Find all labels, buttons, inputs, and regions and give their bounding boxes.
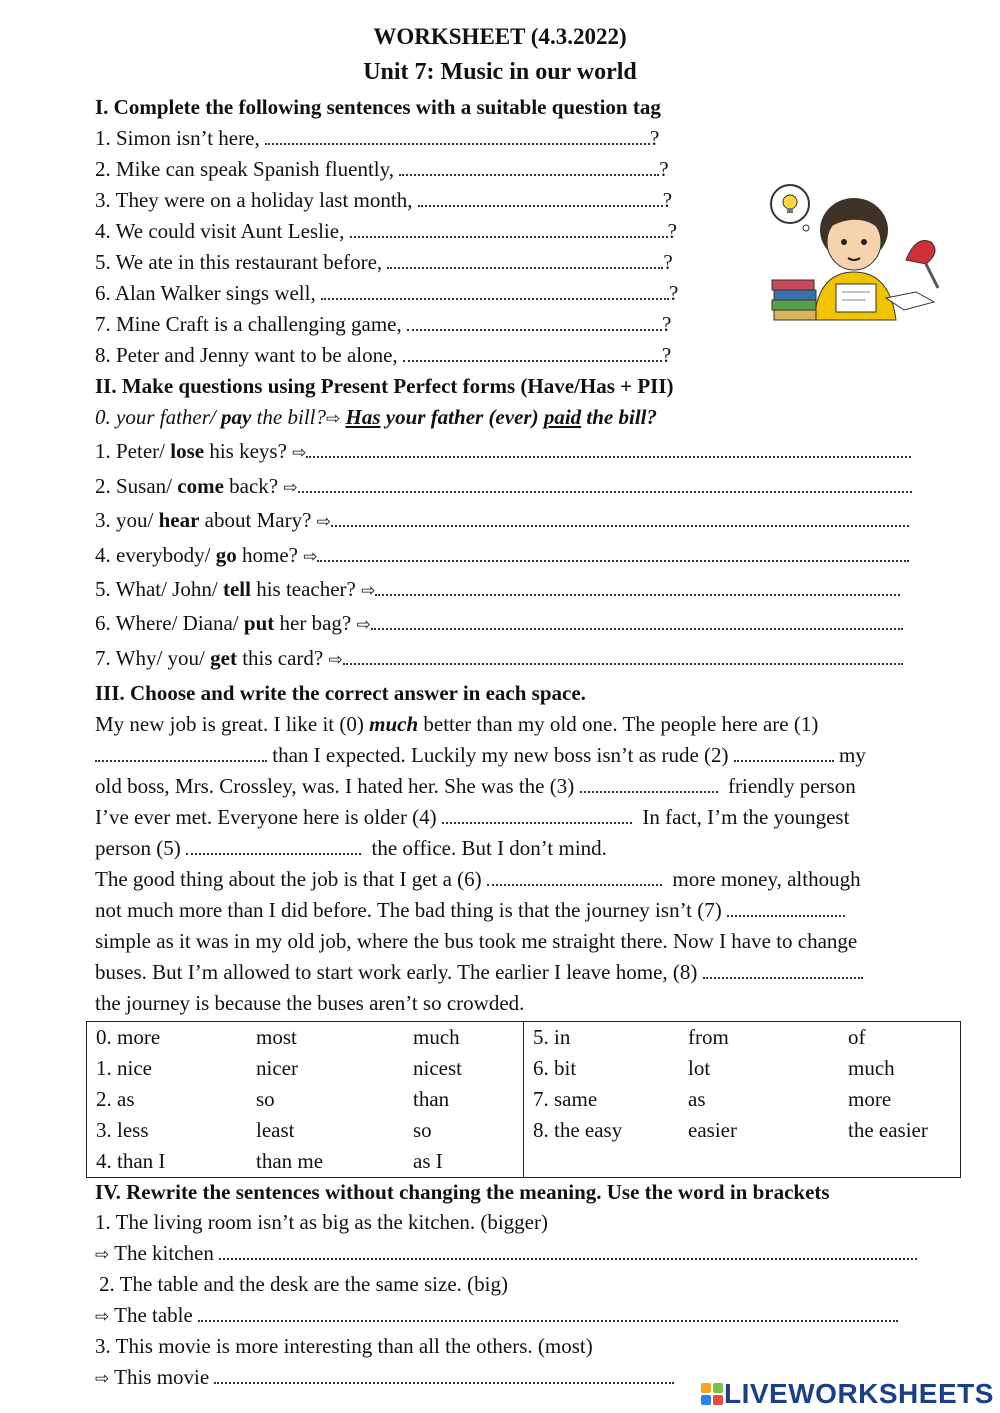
option-row: 1. nice nicer nicest <box>96 1056 462 1080</box>
example-line: 0. your father/ pay the bill?⇨ Has your father (ever) paid the bill? <box>95 405 657 429</box>
desk-lamp <box>906 240 935 264</box>
passage-line: than I expected. Luckily my new boss isn’t as rude (2) my <box>95 743 866 768</box>
passage-line: the journey is because the buses aren’t so crowded. <box>95 991 525 1015</box>
present-perfect-item: 5. What/ John/ tell his teacher? ⇨ <box>95 577 900 602</box>
right-arrow-icon: ⇨ <box>95 1245 110 1265</box>
book-stack <box>772 280 814 290</box>
rewrite-question: 1. The living room isn’t as big as the kitchen. (bigger) <box>95 1210 548 1234</box>
section-4-heading: IV. Rewrite the sentences without changing the meaning. Use the word in brackets <box>95 1180 830 1204</box>
question-tag-item: 2. Mike can speak Spanish fluently, ? <box>95 157 669 181</box>
unit-title: Unit 7: Music in our world <box>363 59 637 85</box>
right-arrow-icon: ⇨ <box>356 615 371 635</box>
passage-line: simple as it was in my old job, where the bus took me straight there. Now I have to change <box>95 929 858 953</box>
right-arrow-icon: ⇨ <box>326 409 341 429</box>
right-arrow-icon: ⇨ <box>283 478 298 498</box>
answer-blank[interactable] <box>727 901 845 917</box>
passage-line: person (5) the office. But I don’t mind. <box>95 836 607 860</box>
right-arrow-icon: ⇨ <box>292 443 307 463</box>
worksheet-title: WORKSHEET (4.3.2022) <box>373 24 627 49</box>
answer-blank[interactable] <box>387 253 663 269</box>
present-perfect-item: 4. everybody/ go home? ⇨ <box>95 543 909 568</box>
answer-blank[interactable] <box>580 777 718 793</box>
option-row: 8. the easy easier the easier <box>533 1118 928 1142</box>
answer-blank[interactable] <box>375 580 900 596</box>
lightbulb-icon <box>783 195 797 209</box>
rewrite-answer-line: ⇨ The table <box>95 1303 898 1328</box>
section-3-heading: III. Choose and write the correct answer in each space. <box>95 681 586 705</box>
paper <box>836 284 876 312</box>
option-row: 7. same as more <box>533 1087 892 1111</box>
passage-line: My new job is great. I like it (0) much better than my old one. The people here are (1) <box>95 712 819 736</box>
present-perfect-item: 3. you/ hear about Mary? ⇨ <box>95 508 909 533</box>
options-left-column <box>87 1022 524 1178</box>
answer-blank[interactable] <box>703 963 863 979</box>
question-tag-item: 6. Alan Walker sings well, ? <box>95 281 679 305</box>
answer-blank[interactable] <box>298 477 912 493</box>
answer-blank[interactable] <box>317 546 909 562</box>
right-arrow-icon: ⇨ <box>328 650 343 670</box>
right-arrow-icon: ⇨ <box>316 512 331 532</box>
passage-line: I’ve ever met. Everyone here is older (4) In fact, I’m the youngest <box>95 805 850 829</box>
answer-blank[interactable] <box>418 191 663 207</box>
right-arrow-icon: ⇨ <box>361 581 376 601</box>
answer-options-table <box>86 1021 961 1178</box>
answer-blank[interactable] <box>343 649 903 665</box>
present-perfect-item: 6. Where/ Diana/ put her bag? ⇨ <box>95 611 903 636</box>
option-row: 2. as so than <box>96 1087 450 1111</box>
liveworksheets-logo: LIVEWORKSHEETS <box>700 1378 994 1410</box>
answer-blank[interactable] <box>95 746 267 762</box>
passage-line: old boss, Mrs. Crossley, was. I hated her. She was the (3) friendly person <box>95 774 856 798</box>
passage-line: buses. But I’m allowed to start work early. The earlier I leave home, (8) <box>95 960 863 985</box>
answer-blank[interactable] <box>399 160 659 176</box>
section-1-heading: I. Complete the following sentences with a suitable question tag <box>95 95 661 119</box>
option-row: 4. than I than me as I <box>96 1149 443 1173</box>
question-tag-item: 5. We ate in this restaurant before, ? <box>95 250 673 274</box>
answer-blank[interactable] <box>186 839 361 855</box>
answer-blank[interactable] <box>265 129 650 145</box>
section-2-heading: II. Make questions using Present Perfect forms (Have/Has + PII) <box>95 374 674 398</box>
liveworksheets-logo-icon <box>700 1382 724 1406</box>
rewrite-answer-line: ⇨ This movie <box>95 1365 674 1390</box>
passage-line: not much more than I did before. The bad thing is that the journey isn’t (7) <box>95 898 845 923</box>
answer-blank[interactable] <box>442 808 632 824</box>
question-tag-item: 3. They were on a holiday last month, ? <box>95 188 673 212</box>
answer-blank[interactable] <box>219 1244 917 1260</box>
answer-blank[interactable] <box>371 614 903 630</box>
passage-line: The good thing about the job is that I get a (6) more money, although <box>95 867 861 891</box>
present-perfect-item: 1. Peter/ lose his keys? ⇨ <box>95 439 911 464</box>
option-row: 0. more most much <box>96 1025 460 1049</box>
answer-blank[interactable] <box>306 442 911 458</box>
present-perfect-item: 2. Susan/ come back? ⇨ <box>95 474 912 499</box>
answer-blank[interactable] <box>403 346 662 362</box>
right-arrow-icon: ⇨ <box>95 1307 110 1327</box>
answer-blank[interactable] <box>214 1368 674 1384</box>
right-arrow-icon: ⇨ <box>303 547 318 567</box>
rewrite-answer-line: ⇨ The kitchen <box>95 1241 917 1266</box>
option-row: 6. bit lot much <box>533 1056 895 1080</box>
question-tag-item: 8. Peter and Jenny want to be alone, ? <box>95 343 672 367</box>
rewrite-question: 2. The table and the desk are the same size. (big) <box>99 1272 508 1296</box>
answer-blank[interactable] <box>198 1306 898 1322</box>
option-row: 3. less least so <box>96 1118 432 1142</box>
answer-blank[interactable] <box>487 870 662 886</box>
answer-blank[interactable] <box>407 315 662 331</box>
question-tag-item: 1. Simon isn’t here, ? <box>95 126 660 150</box>
rewrite-question: 3. This movie is more interesting than all the others. (most) <box>95 1334 593 1358</box>
options-right-column <box>524 1022 961 1178</box>
question-tag-item: 4. We could visit Aunt Leslie, ? <box>95 219 677 243</box>
option-row: 5. in from of <box>533 1025 866 1049</box>
answer-blank[interactable] <box>350 222 668 238</box>
answer-blank[interactable] <box>734 746 834 762</box>
answer-blank[interactable] <box>321 284 669 300</box>
answer-blank[interactable] <box>331 511 909 527</box>
student-studying-illustration <box>766 180 941 330</box>
question-tag-item: 7. Mine Craft is a challenging game, ? <box>95 312 672 336</box>
right-arrow-icon: ⇨ <box>95 1369 110 1389</box>
present-perfect-item: 7. Why/ you/ get this card? ⇨ <box>95 646 903 671</box>
